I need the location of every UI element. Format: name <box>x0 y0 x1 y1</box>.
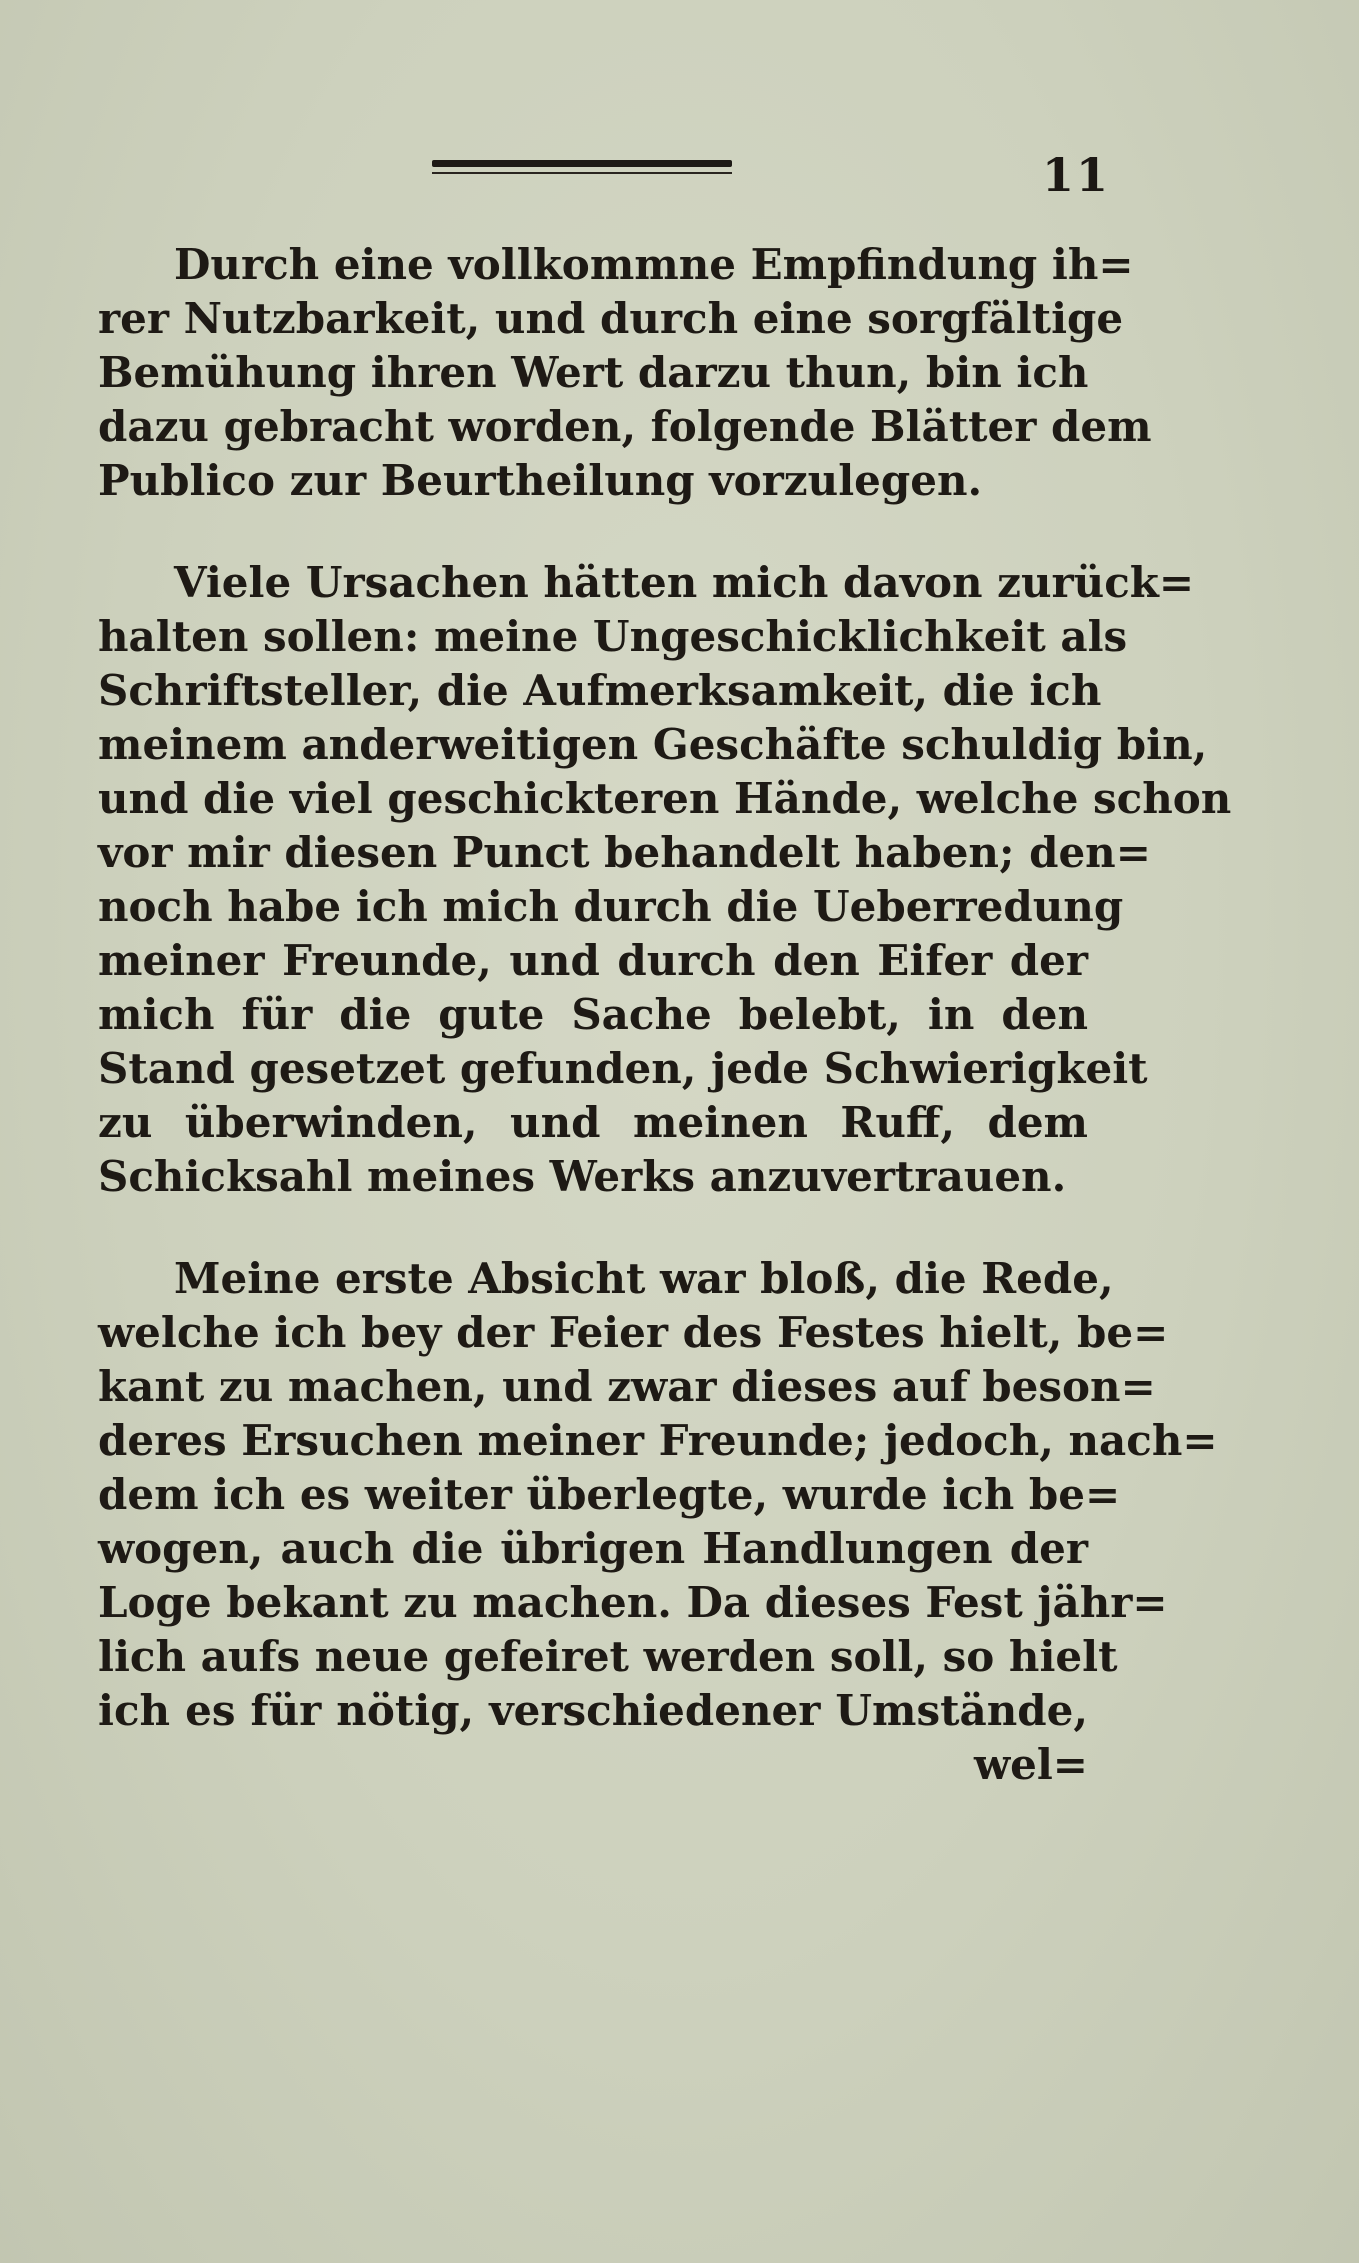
text-line: Schicksahl meines Werks anzuvertrauen. <box>98 1152 1067 1201</box>
header-rule-thick <box>432 160 732 167</box>
text-line: und die viel geschickteren Hände, welche schon <box>98 774 1232 823</box>
text-line: Loge bekant zu machen. Da dieses Fest jähr= <box>98 1578 1168 1627</box>
paragraph-3 <box>98 1252 1218 1738</box>
paragraph-gap <box>98 508 1088 556</box>
text-line: deres Ersuchen meiner Freunde; jedoch, nach= <box>98 1416 1218 1465</box>
text-line: ich es für nötig, verschiedener Umstände, <box>98 1686 1088 1735</box>
text-line: mich für die gute Sache belebt, in den <box>98 990 1088 1039</box>
catchword: wel= <box>973 1740 1088 1789</box>
text-line: lich aufs neue gefeiret werden soll, so hielt <box>98 1632 1118 1681</box>
text-line: Publico zur Beurtheilung vorzulegen. <box>98 456 983 505</box>
text-line: meinem anderweitigen Geschäfte schuldig bin, <box>98 720 1208 769</box>
body-text <box>98 238 1232 1792</box>
header-rule-thin <box>432 172 732 174</box>
paragraph-1 <box>98 238 1152 508</box>
text-line: Schriftsteller, die Aufmerksamkeit, die ich <box>98 666 1102 715</box>
text-line: welche ich bey der Feier des Festes hielt, be= <box>98 1308 1169 1357</box>
text-line: zu überwinden, und meinen Ruff, dem <box>98 1098 1088 1147</box>
text-line: noch habe ich mich durch die Ueberredung <box>98 882 1124 931</box>
text-line: vor mir diesen Punct behandelt haben; den= <box>98 828 1151 877</box>
page-number: 11 <box>1041 148 1110 202</box>
paragraph-gap <box>98 1204 1088 1252</box>
paragraph-2 <box>98 556 1232 1204</box>
text-line: rer Nutzbarkeit, und durch eine sorgfältige <box>98 294 1124 343</box>
text-line: Stand gesetzet gefunden, jede Schwierigkeit <box>98 1044 1148 1093</box>
text-line: Durch eine vollkommne Empfindung ih= <box>174 240 1134 289</box>
text-line: wogen, auch die übrigen Handlungen der <box>98 1524 1088 1573</box>
text-line: meiner Freunde, und durch den Eifer der <box>98 936 1088 985</box>
text-line: Meine erste Absicht war bloß, die Rede, <box>174 1254 1114 1303</box>
text-line: Viele Ursachen hätten mich davon zurück= <box>174 558 1195 607</box>
text-line: kant zu machen, und zwar dieses auf beson= <box>98 1362 1156 1411</box>
text-line: Bemühung ihren Wert darzu thun, bin ich <box>98 348 1089 397</box>
header-rule <box>432 160 732 174</box>
text-line: dem ich es weiter überlegte, wurde ich be= <box>98 1470 1121 1519</box>
text-line: halten sollen: meine Ungeschicklichkeit als <box>98 612 1128 661</box>
text-line: dazu gebracht worden, folgende Blätter dem <box>98 402 1152 451</box>
